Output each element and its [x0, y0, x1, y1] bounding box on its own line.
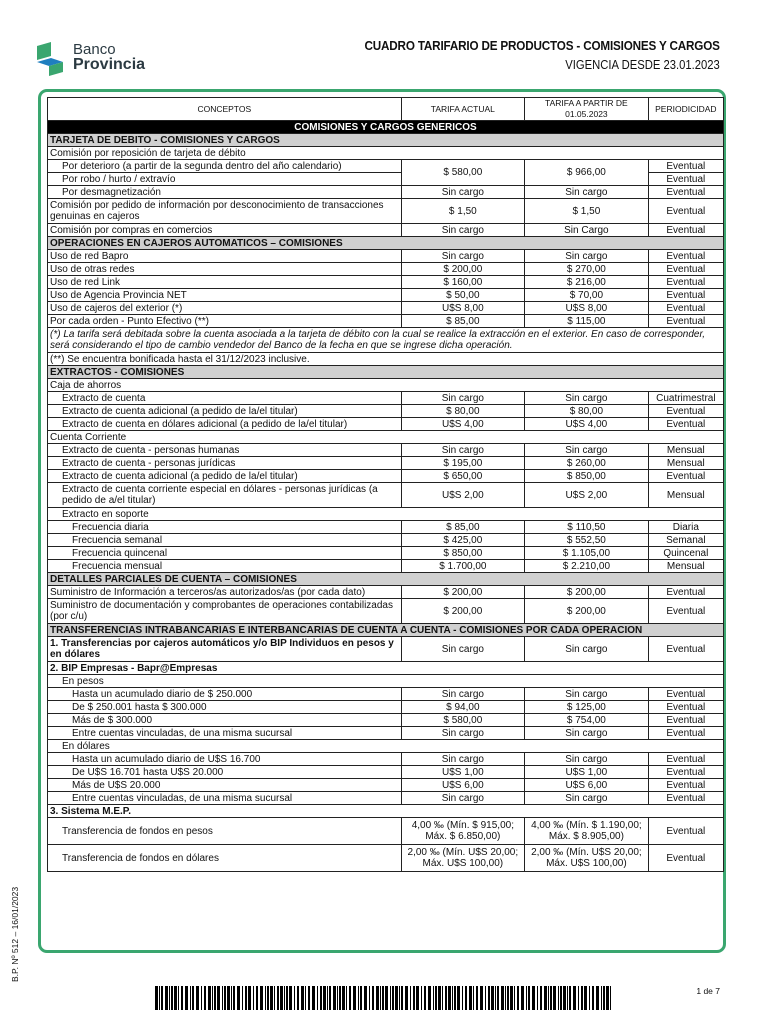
document-title: CUADRO TARIFARIO DE PRODUCTOS - COMISIONES Y CARGOS: [364, 38, 720, 53]
row-period: Eventual: [648, 315, 723, 328]
row-period: Eventual: [648, 753, 723, 766]
row-period: Quincenal: [648, 547, 723, 560]
row-future: $ 552,50: [525, 534, 649, 547]
row-period: Eventual: [648, 792, 723, 805]
row-period: Eventual: [648, 599, 723, 624]
col-conceptos: CONCEPTOS: [48, 98, 402, 121]
row-future: $ 110,50: [525, 521, 649, 534]
row-future: 4,00 ‰ (Mín. $ 1.190,00; Máx. $ 8.905,00): [525, 818, 649, 845]
row-label: 1. Transferencias por cajeros automáticos y/o BIP Individuos en pesos y en dólares: [48, 637, 402, 662]
row-current: Sin cargo: [401, 688, 525, 701]
row-period: Diaria: [648, 521, 723, 534]
section-title: TRANSFERENCIAS INTRABANCARIAS E INTERBANCARIAS DE CUENTA A CUENTA - COMISIONES POR CADA OPERACION: [48, 624, 724, 637]
row-label: Cuenta Corriente: [48, 431, 724, 444]
row-period: Eventual: [648, 766, 723, 779]
row-label: De U$S 16.701 hasta U$S 20.000: [48, 766, 402, 779]
row-period: Eventual: [648, 173, 723, 186]
row-future: U$S 2,00: [525, 483, 649, 508]
row-current: $ 50,00: [401, 289, 525, 302]
row-future: $ 200,00: [525, 599, 649, 624]
row-current: U$S 6,00: [401, 779, 525, 792]
row-label: Uso de red Link: [48, 276, 402, 289]
row-label: Frecuencia quincenal: [48, 547, 402, 560]
row-future: Sin cargo: [525, 250, 649, 263]
row-current: $ 650,00: [401, 470, 525, 483]
section-title: DETALLES PARCIALES DE CUENTA – COMISIONES: [48, 573, 724, 586]
row-label: Frecuencia diaria: [48, 521, 402, 534]
row-future: Sin cargo: [525, 688, 649, 701]
brand-line2: Provincia: [73, 56, 146, 73]
row-label: Por deterioro (a partir de la segunda dentro del año calendario): [48, 160, 402, 173]
row-current: $ 85,00: [401, 315, 525, 328]
row-future: $ 80,00: [525, 405, 649, 418]
row-future: $ 966,00: [525, 160, 649, 186]
row-period: Eventual: [648, 302, 723, 315]
section-title: TARJETA DE DEBITO - COMISIONES Y CARGOS: [48, 134, 724, 147]
row-label: En pesos: [48, 675, 724, 688]
col-tarifa-actual: TARIFA ACTUAL: [401, 98, 525, 121]
row-period: Eventual: [648, 637, 723, 662]
row-label: Comisión por pedido de información por desconocimiento de transacciones genuinas en cajeros: [48, 199, 402, 224]
row-label: Transferencia de fondos en dólares: [48, 845, 402, 872]
row-current: 2,00 ‰ (Mín. U$S 20,00; Máx. U$S 100,00): [401, 845, 525, 872]
row-period: Eventual: [648, 688, 723, 701]
document-header: [325, 38, 720, 72]
row-label: Por desmagnetización: [48, 186, 402, 199]
row-current: $ 80,00: [401, 405, 525, 418]
row-label: Extracto de cuenta - personas humanas: [48, 444, 402, 457]
row-future: 2,00 ‰ (Mín. U$S 20,00; Máx. U$S 100,00): [525, 845, 649, 872]
section-title: OPERACIONES EN CAJEROS AUTOMATICOS – COMISIONES: [48, 237, 724, 250]
footnote: (**) Se encuentra bonificada hasta el 31/12/2023 inclusive.: [48, 353, 724, 366]
row-label: Comisión por reposición de tarjeta de débito: [48, 147, 724, 160]
row-current: 4,00 ‰ (Mín. $ 915,00; Máx. $ 6.850,00): [401, 818, 525, 845]
row-current: $ 85,00: [401, 521, 525, 534]
row-period: Eventual: [648, 289, 723, 302]
row-label: Frecuencia mensual: [48, 560, 402, 573]
row-period: Eventual: [648, 199, 723, 224]
row-future: $ 1,50: [525, 199, 649, 224]
row-future: U$S 8,00: [525, 302, 649, 315]
row-label: Por cada orden - Punto Efectivo (**): [48, 315, 402, 328]
row-period: Eventual: [648, 714, 723, 727]
row-future: $ 754,00: [525, 714, 649, 727]
row-current: $ 200,00: [401, 263, 525, 276]
row-label: Suministro de documentación y comprobantes de operaciones contabilizadas (por c/u): [48, 599, 402, 624]
row-label: 3. Sistema M.E.P.: [48, 805, 724, 818]
footnote: (*) La tarifa será debitada sobre la cuenta asociada a la tarjeta de débito con la cual se realice la extracción en el exterior. En caso de corresponder, será considerando el tipo de cambio vendedor del Banco de la fecha en que se ingrese dicha operación.: [48, 328, 724, 353]
row-label: Uso de otras redes: [48, 263, 402, 276]
row-label: Extracto de cuenta adicional (a pedido de la/el titular): [48, 405, 402, 418]
row-current: Sin cargo: [401, 250, 525, 263]
row-label: Más de $ 300.000: [48, 714, 402, 727]
row-current: $ 580,00: [401, 160, 525, 186]
row-period: Eventual: [648, 701, 723, 714]
row-future: $ 2.210,00: [525, 560, 649, 573]
row-future: $ 200,00: [525, 586, 649, 599]
row-future: U$S 1,00: [525, 766, 649, 779]
row-current: $ 94,00: [401, 701, 525, 714]
section-title: EXTRACTOS - COMISIONES: [48, 366, 724, 379]
row-period: Eventual: [648, 818, 723, 845]
barcode-icon: [155, 986, 615, 1010]
row-future: $ 1.105,00: [525, 547, 649, 560]
row-current: $ 160,00: [401, 276, 525, 289]
row-period: Eventual: [648, 586, 723, 599]
row-current: U$S 1,00: [401, 766, 525, 779]
row-future: $ 260,00: [525, 457, 649, 470]
row-label: Extracto de cuenta corriente especial en dólares - personas jurídicas (a pedido de a/el titular): [48, 483, 402, 508]
table-header: [48, 98, 724, 121]
row-period: Eventual: [648, 224, 723, 237]
row-future: Sin cargo: [525, 792, 649, 805]
row-current: U$S 2,00: [401, 483, 525, 508]
banner-generic: COMISIONES Y CARGOS GENERICOS: [48, 121, 724, 134]
row-label: Extracto de cuenta: [48, 392, 402, 405]
row-label: Uso de Agencia Provincia NET: [48, 289, 402, 302]
row-label: Comisión por compras en comercios: [48, 224, 402, 237]
row-label: Extracto de cuenta adicional (a pedido de la/el titular): [48, 470, 402, 483]
page-number: 1 de 7: [696, 986, 720, 996]
row-current: Sin cargo: [401, 637, 525, 662]
col-tarifa-futura: TARIFA A PARTIR DE 01.05.2023: [525, 98, 649, 121]
row-label: Suministro de Información a terceros/as autorizados/as (por cada dato): [48, 586, 402, 599]
row-current: $ 200,00: [401, 586, 525, 599]
row-label: Caja de ahorros: [48, 379, 724, 392]
row-future: $ 125,00: [525, 701, 649, 714]
row-period: Eventual: [648, 263, 723, 276]
row-future: Sin cargo: [525, 637, 649, 662]
side-reference: B.P. Nº 512 – 16/01/2023: [10, 886, 20, 982]
row-period: Eventual: [648, 845, 723, 872]
row-current: $ 1,50: [401, 199, 525, 224]
row-period: Mensual: [648, 560, 723, 573]
row-label: De $ 250.001 hasta $ 300.000: [48, 701, 402, 714]
row-current: $ 200,00: [401, 599, 525, 624]
tariff-table: [47, 97, 724, 872]
row-label: Extracto en soporte: [48, 508, 724, 521]
row-label: Transferencia de fondos en pesos: [48, 818, 402, 845]
row-current: $ 1.700,00: [401, 560, 525, 573]
row-period: Mensual: [648, 444, 723, 457]
row-current: $ 850,00: [401, 547, 525, 560]
row-current: Sin cargo: [401, 444, 525, 457]
row-period: Eventual: [648, 727, 723, 740]
row-future: $ 70,00: [525, 289, 649, 302]
row-label: En dólares: [48, 740, 724, 753]
row-future: $ 115,00: [525, 315, 649, 328]
row-period: Eventual: [648, 276, 723, 289]
row-label: 2. BIP Empresas - Bapr@Empresas: [48, 662, 724, 675]
row-future: $ 850,00: [525, 470, 649, 483]
row-current: $ 195,00: [401, 457, 525, 470]
row-label: Extracto de cuenta - personas jurídicas: [48, 457, 402, 470]
row-period: Eventual: [648, 779, 723, 792]
row-current: U$S 8,00: [401, 302, 525, 315]
row-label: Hasta un acumulado diario de $ 250.000: [48, 688, 402, 701]
row-current: Sin cargo: [401, 224, 525, 237]
row-current: Sin cargo: [401, 727, 525, 740]
row-period: Eventual: [648, 250, 723, 263]
row-label: Más de U$S 20.000: [48, 779, 402, 792]
row-future: Sin cargo: [525, 392, 649, 405]
row-label: Entre cuentas vinculadas, de una misma sucursal: [48, 727, 402, 740]
row-period: Eventual: [648, 186, 723, 199]
row-future: Sin Cargo: [525, 224, 649, 237]
row-label: Uso de cajeros del exterior (*): [48, 302, 402, 315]
row-period: Eventual: [648, 418, 723, 431]
row-future: U$S 4,00: [525, 418, 649, 431]
row-current: Sin cargo: [401, 753, 525, 766]
row-label: Extracto de cuenta en dólares adicional (a pedido de la/el titular): [48, 418, 402, 431]
row-future: Sin cargo: [525, 727, 649, 740]
row-future: Sin cargo: [525, 444, 649, 457]
row-current: Sin cargo: [401, 392, 525, 405]
row-period: Cuatrimestral: [648, 392, 723, 405]
vigencia-date: VIGENCIA DESDE 23.01.2023: [565, 58, 720, 72]
row-current: Sin cargo: [401, 792, 525, 805]
row-future: Sin cargo: [525, 753, 649, 766]
row-future: $ 270,00: [525, 263, 649, 276]
row-period: Eventual: [648, 160, 723, 173]
row-future: U$S 6,00: [525, 779, 649, 792]
row-label: Uso de red Bapro: [48, 250, 402, 263]
col-periodicidad: PERIODICIDAD: [648, 98, 723, 121]
bank-logo-icon: [35, 42, 65, 76]
row-current: Sin cargo: [401, 186, 525, 199]
row-future: $ 216,00: [525, 276, 649, 289]
row-period: Mensual: [648, 457, 723, 470]
row-current: U$S 4,00: [401, 418, 525, 431]
row-period: Eventual: [648, 405, 723, 418]
brand-line1: Banco: [73, 41, 116, 58]
row-future: Sin cargo: [525, 186, 649, 199]
row-label: Entre cuentas vinculadas, de una misma sucursal: [48, 792, 402, 805]
row-current: $ 580,00: [401, 714, 525, 727]
row-period: Semanal: [648, 534, 723, 547]
row-label: Hasta un acumulado diario de U$S 16.700: [48, 753, 402, 766]
row-period: Eventual: [648, 470, 723, 483]
row-label: Frecuencia semanal: [48, 534, 402, 547]
row-period: Mensual: [648, 483, 723, 508]
row-current: $ 425,00: [401, 534, 525, 547]
row-label: Por robo / hurto / extravío: [48, 173, 402, 186]
